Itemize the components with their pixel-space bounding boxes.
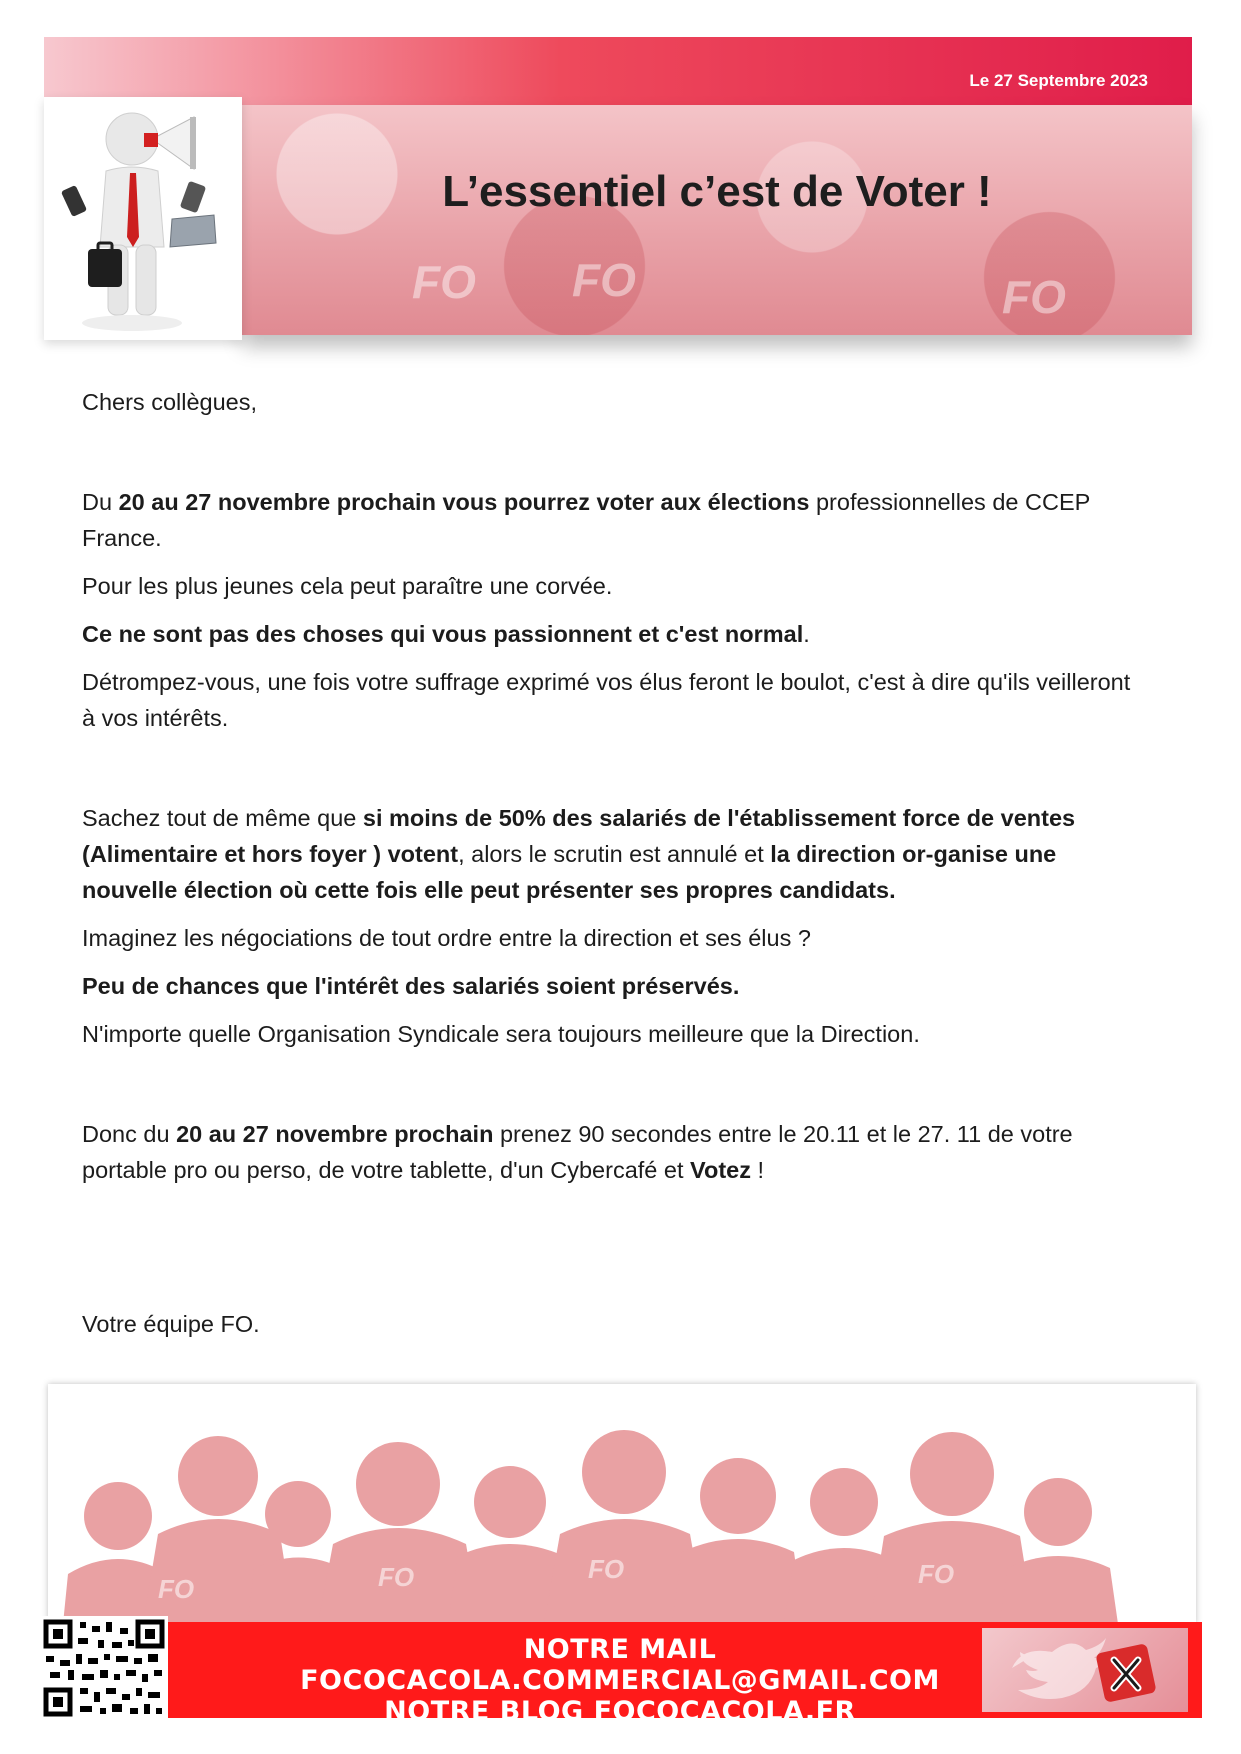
paragraph-interests [82, 968, 1142, 1004]
header-top-bar [44, 37, 1192, 105]
banner-fo-mark: FO [412, 256, 476, 308]
text-segment: professionnelles de CCEP France. [82, 489, 1090, 551]
email-link[interactable]: FOCOCACOLA.COMMERCIAL@GMAIL.COM [300, 1665, 940, 1696]
text-segment: Du [82, 489, 119, 515]
text-segment: prenez 90 secondes entre le 20.11 et le 27. 11 de votre portable pro ou perso, de votre tablette, d'un Cybercafé et [82, 1121, 1073, 1183]
x-logo-icon [1092, 1642, 1162, 1704]
greeting: Chers collègues, [82, 389, 258, 415]
paragraph-chore: Pour les plus jeunes cela peut paraître une corvée. [82, 573, 613, 599]
text-segment: , alors le scrutin est annulé et [458, 841, 771, 867]
qr-code-graphic [40, 1616, 168, 1720]
silhouette-fo-mark: FO [918, 1559, 955, 1589]
banner-fo-mark: FO [1002, 271, 1066, 323]
paragraph-call-to-vote [82, 1116, 1142, 1188]
paragraph-elected: Détrompez-vous, une fois votre suffrage exprimé vos élus feront le boulot, c'est à dire qu'ils veilleront à vos intérêts. [82, 669, 1131, 731]
silhouette-fo-mark: FO [378, 1562, 415, 1592]
banner-fo-mark: FO [572, 254, 636, 306]
text-segment-bold: la direction or-ganise une nouvelle élection où cette fois elle peut présenter ses propres candidats. [82, 841, 1057, 903]
blog-link[interactable]: NOTRE BLOG FOCOCACOLA.FR [384, 1696, 856, 1727]
text-segment-bold: Peu de chances que l'intérêt des salariés soient préservés. [82, 973, 740, 999]
paragraph-union: N'importe quelle Organisation Syndicale sera toujours meilleure que la Direction. [82, 1021, 920, 1047]
text-segment: Sachez tout de même que [82, 805, 363, 831]
paragraph-negotiations: Imaginez les négociations de tout ordre entre la direction et ses élus ? [82, 925, 811, 951]
paragraph-vote-dates [82, 484, 1142, 556]
paragraph-passion [82, 616, 1142, 652]
header-banner [242, 105, 1192, 335]
twitter-x-banner[interactable] [982, 1628, 1188, 1712]
text-segment-bold: si moins de 50% des salariés de l'établissement force de ventes (Alimentaire et hors foyer ) votent [82, 805, 1076, 867]
megaphone-man-illustration [44, 97, 242, 340]
silhouette-fo-mark: FO [158, 1574, 195, 1604]
document-date: Le 27 Septembre 2023 [969, 71, 1148, 90]
text-segment: ! [750, 1157, 765, 1183]
text-segment-bold: 20 au 27 novembre prochain vous pourrez voter aux élections [118, 489, 810, 515]
paragraph-threshold [82, 800, 1142, 908]
text-segment-bold: Ce ne sont pas des choses qui vous passionnent et c'est normal [82, 621, 804, 647]
team-silhouettes [48, 1384, 1196, 1624]
silhouette-fo-mark: FO [588, 1554, 625, 1584]
letter-body [82, 384, 1142, 1342]
megaphone-man-icon [44, 97, 242, 340]
text-segment: Donc du [82, 1121, 177, 1147]
text-segment-bold: Votez [690, 1157, 751, 1183]
contact-text [210, 1634, 1030, 1727]
text-segment: . [803, 621, 810, 647]
mail-label: NOTRE MAIL [523, 1634, 717, 1665]
page-title: L’essentiel c’est de Voter ! [442, 167, 992, 216]
text-segment-bold: 20 au 27 novembre prochain [176, 1121, 494, 1147]
signature: Votre équipe FO. [82, 1311, 260, 1337]
qr-code-icon[interactable] [40, 1616, 168, 1720]
people-silhouettes-icon [48, 1384, 1196, 1624]
